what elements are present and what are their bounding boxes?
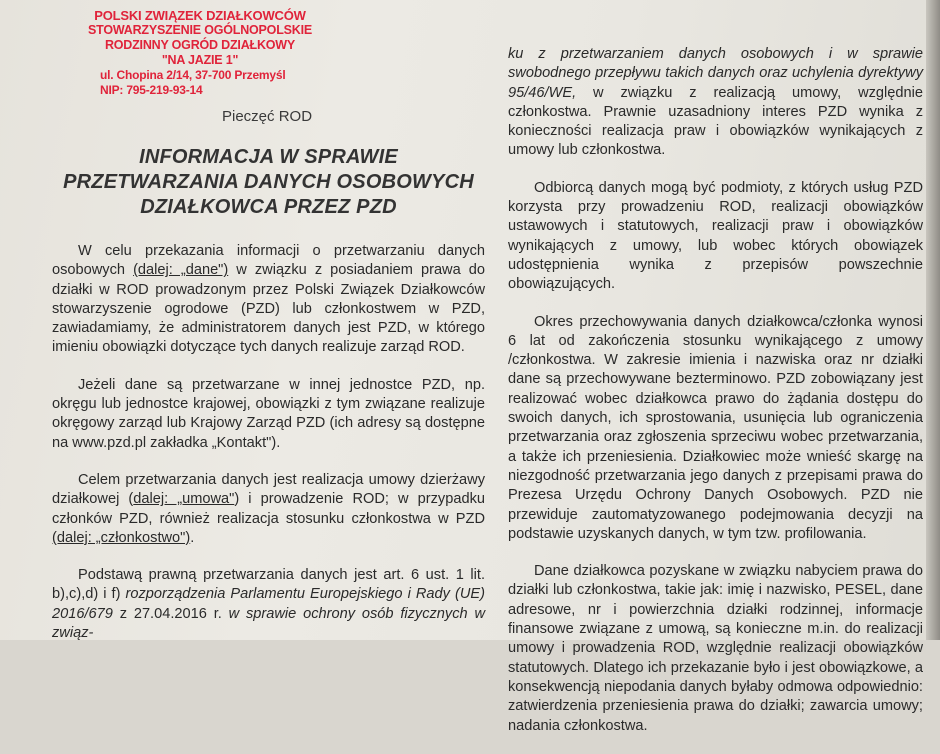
paragraph-purpose [52,471,485,548]
stamp-line-3: RODZINNY OGRÓD DZIAŁKOWY [104,38,296,52]
text-run: w związku z posiadaniem prawa do działki w ROD prowadzonym przez Polski Związek Działkowców stowarzyszenie ogrodowe (PZD) lub członkostwem w PZD, zawiadamiamy, że administratorem danych jest PZD, w którego imieniu obowiązki dotyczące tych danych realizuje zarząd ROD. [52,262,485,356]
text-run: w związku z realizacją umowy, względnie członkostwa. Prawnie uzasadniony interes PZD wynika z konieczności realizacja praw i obowiązków wynikających z umowy lub członkostwa. [508,84,923,159]
title-line-3: DZIAŁKOWCA PRZEZ PZD [140,196,397,218]
paragraph-data-collected: Dane działkowca pozyskane w związku nabyciem prawa do działki lub członkostwa, takie jak: imię i nazwisko, PESEL, dane adresowe, nr i powierzchnia działki rodzinnej, informacje finansowe związane z umową, są konieczne m.in. do realizacji umowy i prowadzenia ROD, względnie realizacji obowiązków statutowych. Dlatego ich przekazanie było i jest obowiązkowe, a konsekwencją niepodania danych byłaby odmowa odpowiednio: zatwierdzenia przeniesienia prawa do działki; zawarcia umowy; nadania członkostwa. [508,563,923,734]
paragraph-retention-rights: Okres przechowywania danych działkowca/członka wynosi 6 lat od zakończenia stosunku wynikającego z umowy /członkostwa. W zakresie imienia i nazwiska oraz nr działki dane są przechowywane bezterminowo. PZD zobowiązany jest realizować wobec działkowca prawo do żądania dostępu do swoich danych, ich sprostowania, usunięcia lub ograniczenia przetwarzania oraz zgłoszenia sprzeciwu wobec przetwarzania, a także ich przeniesienia. Działkowiec może wnieść skargę na niezgodność przetwarzania jego danych z przepisami prawa do Prezesa Urzędu Ochrony Danych Osobowych. PZD nie przewiduje zautomatyzowanego podejmowania decyzji na podstawie uzyskanych danych, w tym tzw. profilowania. [508,313,923,542]
text-run: z 27.04.2016 r. [112,605,229,622]
stamp-line-nip: NIP: 795-219-93-14 [100,83,203,97]
document-title [52,145,485,220]
title-line-1: INFORMACJA W SPRAWIE [139,146,398,168]
defined-term-dane: (dalej: „dane") [133,262,229,279]
stamp-line-2: STOWARZYSZENIE OGÓLNOPOLSKIE [87,23,313,37]
title-line-2: PRZETWARZANIA DANYCH OSOBOWYCH [63,171,474,193]
text-run: . [190,529,195,546]
left-column [52,145,485,661]
defined-term-umowa: dalej: „umowa" [133,491,235,508]
paragraph-recipients: Odbiorcą danych mogą być podmioty, z których usług PZD korzysta przy prowadzeniu ROD, realizacji obowiązków ustawowych i statutowych, realizacji praw i obowiązków wynikających z umowy, lub wobec których obowiązek udostępnienia wynika z przepisów powszechnie obowiązujących. [508,179,923,293]
regulation-title-part: w sprawie ochrony osób fizycznych w związ- [52,605,485,642]
paragraph-intro [52,242,485,358]
stamp-line-1: POLSKI ZWIĄZEK DZIAŁKOWCÓW [94,8,306,23]
regulation-title-continued: ku z przetwarzaniem danych osobowych i w sprawie swobodnego przepływu takich danych oraz uchylenia dyrektywy 95/46/WE, [508,46,923,101]
regulation-reference: rozporządzenia Parlamentu Europejskiego i Rady (UE) 2016/679 [52,586,485,622]
stamp-line-4: "NA JAZIE 1" [161,53,239,67]
paragraph-legal-basis [52,566,485,643]
text-run: Podstawą prawną przetwarzania danych jest art. 6 ust. 1 lit. b),c),d) i f) [52,567,485,603]
stamp-caption: Pieczęć ROD [222,108,313,125]
paragraph-legal-basis-continued [508,45,923,161]
text-run: ) i prowadzenie ROD; w przypadku członków PZD, również realizacja stosunku członkostwa w PZD [52,491,485,527]
right-column [508,45,923,754]
stamp-line-address: ul. Chopina 2/14, 37-700 Przemyśl [100,68,286,82]
text-run: Celem przetwarzania danych jest realizacja umowy dzierżawy działkowej ( [52,471,485,508]
paragraph-other-units: Jeżeli dane są przetwarzane w innej jednostce PZD, np. okręgu lub jednostce krajowej, obowiązki z tym związane realizuje okręgowy zarząd lub Krajowy Zarząd PZD (ich adresy są dostępne na www.pzd.pl zakładka „Kontakt"). [52,376,485,451]
text-run: W celu przekazania informacji o przetwarzaniu danych osobowych [52,243,485,279]
defined-term-czlonkostwo: (dalej: „członkostwo") [52,529,191,546]
page-edge-shadow [926,0,940,640]
